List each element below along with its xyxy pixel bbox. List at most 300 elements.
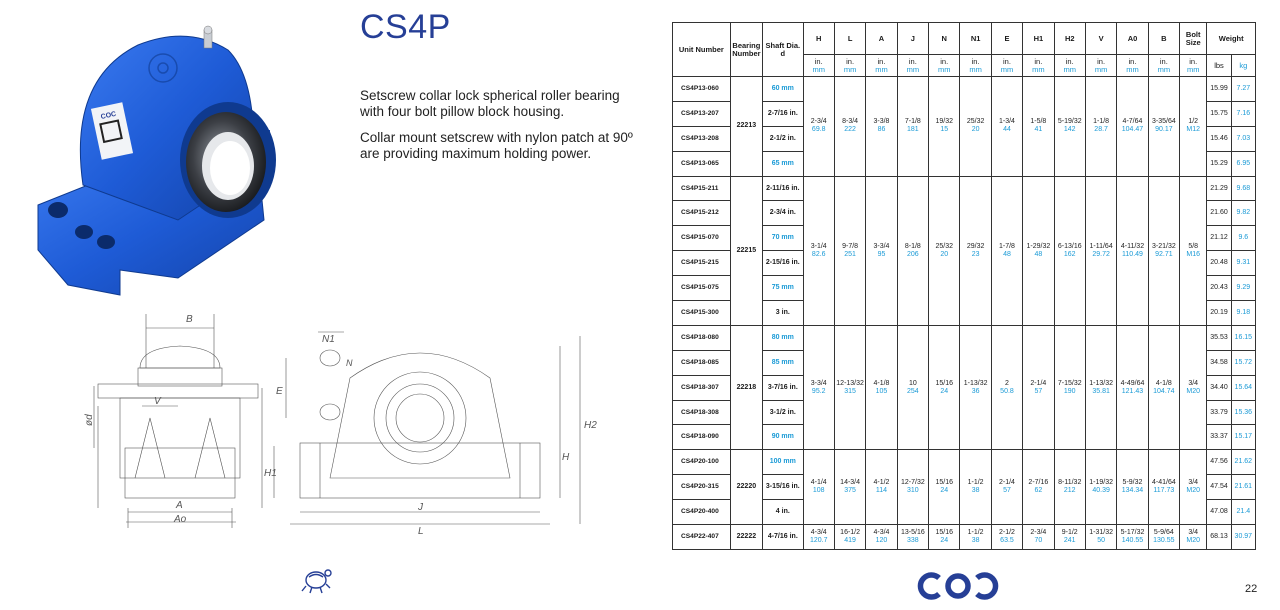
dim-cell [929, 525, 960, 550]
unit-in-label: in. [1128, 56, 1137, 66]
unit-mm-label: mm [1094, 64, 1108, 74]
dim-cell [866, 77, 897, 177]
dim-mm-value: 114 [875, 487, 888, 495]
dim-inch-value: 1-3/4 [999, 118, 1015, 126]
dim-mm-value: 181 [907, 126, 919, 134]
shaft-dia-cell: 75 mm [763, 276, 803, 301]
dim-cell [1054, 525, 1085, 550]
dim-inch-value: 3-21/32 [1151, 242, 1176, 250]
dim-cell [1085, 176, 1116, 325]
dim-mm-value: 110.49 [1122, 250, 1143, 258]
dim-cell [960, 176, 991, 325]
unit-mm-label: mm [1032, 64, 1045, 74]
dim-mm-value: M20 [1186, 536, 1201, 544]
dim-cell [960, 525, 991, 550]
unit-in-label: in. [1003, 56, 1011, 66]
dim-mm-value: 241 [1063, 536, 1076, 544]
header-dim-e: E [991, 23, 1022, 55]
dim-label-N1: N1 [322, 334, 335, 345]
spec-table [672, 22, 1256, 550]
dim-label-E: E [276, 386, 283, 397]
dim-cell [1085, 77, 1116, 177]
dim-inch-value: 4-1/8 [1155, 379, 1172, 387]
dim-inch-value: 2-1/4 [999, 479, 1015, 487]
dim-inch-value: 13-5/16 [900, 528, 925, 536]
weight-kg-cell: 15.64 [1231, 375, 1255, 400]
dim-mm-value: M12 [1186, 126, 1201, 134]
unit-in-label: in. [1189, 56, 1198, 66]
dim-inch-value: 8-3/4 [842, 118, 859, 126]
unit-number-cell: CS4P15-075 [673, 276, 731, 301]
bearing-number-cell: 22222 [730, 525, 762, 550]
header-lbs: lbs [1207, 55, 1231, 77]
dim-inch-value: 1-11/64 [1089, 242, 1113, 250]
dim-label-V: V [154, 396, 161, 407]
dim-cell [1117, 450, 1148, 525]
side-view-drawing [260, 318, 600, 543]
dim-mm-value: 48 [1003, 250, 1011, 258]
dim-inch-value: 19/32 [935, 118, 953, 126]
dim-cell [834, 325, 865, 449]
weight-kg-cell: 9.82 [1231, 201, 1255, 226]
dim-cell [1085, 450, 1116, 525]
dim-inch-value: 25/32 [935, 242, 953, 250]
dim-mm-value: 310 [907, 487, 919, 495]
dim-label-d: ød [84, 414, 95, 426]
weight-kg-cell: 9.29 [1231, 276, 1255, 301]
dim-inch-value: 1-31/32 [1089, 528, 1113, 536]
dim-inch-value: 29/32 [966, 242, 985, 250]
header-dim-units [1054, 55, 1085, 77]
dim-inch-value: 3/4 [1188, 379, 1199, 387]
dim-mm-value: 108 [812, 487, 825, 495]
dim-inch-value: 2-1/2 [999, 528, 1015, 536]
dim-inch-value: 4-11/32 [1120, 242, 1145, 250]
dim-mm-value: 92.71 [1155, 250, 1173, 258]
header-dim-l: L [834, 23, 865, 55]
dim-cell [803, 450, 834, 525]
page-number: 22 [1245, 583, 1258, 595]
header-dim-units [1085, 55, 1116, 77]
unit-mm-label: mm [969, 64, 982, 74]
dim-cell [834, 525, 865, 550]
dim-cell [1180, 525, 1207, 550]
header-weight: Weight [1207, 23, 1256, 55]
dim-cell [834, 450, 865, 525]
weight-lbs-cell: 47.56 [1207, 450, 1231, 475]
svg-text:COC: COC [100, 110, 117, 121]
dim-mm-value: 44 [1003, 126, 1011, 134]
shaft-dia-cell: 4 in. [763, 500, 803, 525]
unit-number-cell: CS4P20-400 [673, 500, 731, 525]
header-dim-n1: N1 [960, 23, 991, 55]
dim-mm-value: 41 [1034, 126, 1043, 134]
dim-inch-value: 5-9/32 [1122, 479, 1143, 487]
dim-inch-value: 4-7/64 [1122, 118, 1143, 126]
weight-lbs-cell: 21.12 [1207, 226, 1231, 251]
dim-cell [991, 176, 1022, 325]
dim-cell [1085, 325, 1116, 449]
weight-kg-cell: 21.62 [1231, 450, 1255, 475]
dim-cell [866, 450, 897, 525]
shaft-dia-cell: 90 mm [763, 425, 803, 450]
shaft-dia-cell: 80 mm [763, 325, 803, 350]
dim-inch-value: 5-17/32 [1120, 528, 1145, 536]
dim-cell [803, 77, 834, 177]
shaft-dia-cell: 60 mm [763, 77, 803, 102]
dim-cell [1023, 450, 1054, 525]
dim-inch-value: 14-3/4 [840, 479, 861, 487]
dim-mm-value: 95.2 [811, 387, 826, 395]
dim-inch-value: 2 [1005, 379, 1009, 387]
dim-mm-value: 130.55 [1153, 536, 1175, 544]
dim-inch-value: 4-41/64 [1151, 479, 1176, 487]
weight-lbs-cell: 20.48 [1207, 251, 1231, 276]
dim-mm-value: 142 [1063, 126, 1076, 134]
unit-in-label: in. [940, 56, 949, 66]
shaft-dia-cell: 3 in. [763, 301, 803, 326]
dim-mm-value: 36 [971, 387, 980, 395]
weight-kg-cell: 15.36 [1231, 400, 1255, 425]
product-photo [28, 20, 278, 305]
header-dim-units [897, 55, 928, 77]
dim-inch-value: 3-3/4 [810, 379, 827, 387]
dim-mm-value: 69.8 [811, 126, 826, 134]
dim-inch-value: 5-19/32 [1057, 118, 1082, 126]
unit-in-label: in. [1097, 56, 1106, 66]
dim-inch-value: 3/4 [1188, 528, 1199, 536]
dim-inch-value: 6-13/16 [1057, 242, 1082, 250]
dim-cell [1117, 525, 1148, 550]
dim-mm-value: 90.17 [1155, 126, 1173, 134]
dim-mm-value: 50 [1097, 536, 1105, 544]
unit-number-cell: CS4P13-060 [673, 77, 731, 102]
shaft-dia-cell: 65 mm [763, 151, 803, 176]
weight-kg-cell: 9.18 [1231, 301, 1255, 326]
dim-mm-value: 23 [971, 250, 980, 258]
header-dim-h: H [803, 23, 834, 55]
dim-inch-value: 1-1/2 [967, 528, 984, 536]
weight-kg-cell: 9.6 [1231, 226, 1255, 251]
dim-inch-value: 5-9/64 [1153, 528, 1174, 536]
dim-mm-value: 212 [1063, 487, 1076, 495]
unit-number-cell: CS4P18-080 [673, 325, 731, 350]
front-view-drawing [80, 308, 280, 538]
dim-cell [866, 325, 897, 449]
dim-mm-value: 63.5 [1000, 536, 1014, 544]
dim-inch-value: 1-7/8 [999, 242, 1015, 250]
dim-mm-value: 120.7 [809, 536, 828, 544]
weight-kg-cell: 7.03 [1231, 126, 1255, 151]
dim-mm-value: 40.39 [1092, 487, 1110, 495]
header-dim-v: V [1085, 23, 1116, 55]
dim-inch-value: 10 [908, 379, 917, 387]
shaft-dia-cell: 2-15/16 in. [763, 251, 803, 276]
header-dim-a0: A0 [1117, 23, 1148, 55]
unit-number-cell: CS4P13-208 [673, 126, 731, 151]
dim-mm-value: 29.72 [1092, 250, 1110, 258]
weight-lbs-cell: 68.13 [1207, 525, 1231, 550]
unit-number-cell: CS4P20-100 [673, 450, 731, 475]
shaft-dia-cell: 2-1/2 in. [763, 126, 803, 151]
dim-inch-value: 1-1/2 [967, 479, 984, 487]
dim-cell [1054, 325, 1085, 449]
weight-lbs-cell: 34.40 [1207, 375, 1231, 400]
table-row [673, 325, 1256, 350]
unit-number-cell: CS4P13-207 [673, 101, 731, 126]
bearing-number-cell: 22213 [730, 77, 762, 177]
dim-inch-value: 12-7/32 [900, 479, 925, 487]
bearing-number-cell: 22220 [730, 450, 762, 525]
dim-cell [1117, 77, 1148, 177]
header-shaft-dia-label: Shaft Dia. [765, 40, 801, 50]
weight-lbs-cell: 20.43 [1207, 276, 1231, 301]
dim-cell [1180, 325, 1207, 449]
unit-in-label: in. [1159, 56, 1168, 66]
shaft-dia-cell: 2-7/16 in. [763, 101, 803, 126]
dim-mm-value: 57 [1003, 487, 1011, 495]
dim-cell [1180, 176, 1207, 325]
weight-kg-cell: 16.15 [1231, 325, 1255, 350]
dim-label-N: N [346, 358, 353, 368]
dim-inch-value: 1-13/32 [963, 379, 988, 387]
shaft-dia-cell: 85 mm [763, 350, 803, 375]
dim-cell [897, 450, 928, 525]
weight-lbs-cell: 21.29 [1207, 176, 1231, 201]
dim-cell [897, 77, 928, 177]
dim-cell [1085, 525, 1116, 550]
dim-cell [897, 176, 928, 325]
shaft-dia-cell: 2-3/4 in. [763, 201, 803, 226]
dim-inch-value: 2-3/4 [810, 118, 827, 126]
dim-inch-value: 1-1/8 [1093, 118, 1110, 126]
weight-lbs-cell: 15.46 [1207, 126, 1231, 151]
unit-number-cell: CS4P18-307 [673, 375, 731, 400]
unit-in-label: in. [908, 56, 917, 66]
dim-mm-value: 82.6 [811, 250, 826, 258]
unit-number-cell: CS4P15-300 [673, 301, 731, 326]
dim-mm-value: 48 [1034, 250, 1043, 258]
dim-inch-value: 15/16 [935, 379, 953, 387]
dim-mm-value: 315 [844, 387, 856, 395]
dim-inch-value: 1/2 [1188, 118, 1199, 126]
dim-cell [803, 525, 834, 550]
dim-mm-value: 190 [1063, 387, 1076, 395]
dim-cell [803, 325, 834, 449]
dim-cell [803, 176, 834, 325]
dim-inch-value: 3-35/64 [1151, 118, 1176, 126]
dim-cell [1054, 77, 1085, 177]
weight-kg-cell: 7.27 [1231, 77, 1255, 102]
dim-inch-value: 3-1/4 [810, 242, 827, 250]
shaft-dia-cell: 3-1/2 in. [763, 400, 803, 425]
dim-inch-value: 2-1/4 [1030, 379, 1047, 387]
dim-inch-value: 15/16 [935, 479, 953, 487]
weight-lbs-cell: 20.19 [1207, 301, 1231, 326]
dim-mm-value: 70 [1034, 536, 1043, 544]
dim-cell [866, 176, 897, 325]
unit-in-label: in. [814, 56, 823, 66]
dim-inch-value: 4-49/64 [1120, 379, 1145, 387]
header-dim-n: N [929, 23, 960, 55]
dim-mm-value: 251 [844, 250, 856, 258]
unit-mm-label: mm [1000, 64, 1014, 74]
description-line-1: Setscrew collar lock spherical roller bearing with four bolt pillow block housing. [360, 88, 620, 119]
unit-mm-label: mm [812, 64, 825, 74]
dim-cell [929, 325, 960, 449]
header-dim-h1: H1 [1023, 23, 1054, 55]
dim-cell [1054, 450, 1085, 525]
dim-mm-value: 117.73 [1153, 487, 1175, 495]
unit-mm-label: mm [1157, 64, 1171, 74]
header-dim-units [866, 55, 897, 77]
dim-cell [1023, 176, 1054, 325]
dim-cell [1180, 450, 1207, 525]
unit-in-label: in. [1065, 56, 1074, 66]
unit-mm-label: mm [1126, 64, 1139, 74]
dim-inch-value: 4-1/2 [873, 479, 890, 487]
dim-inch-value: 12-13/32 [836, 379, 864, 387]
dim-inch-value: 4-1/8 [873, 379, 890, 387]
header-dim-units [960, 55, 991, 77]
bearing-number-cell: 22215 [730, 176, 762, 325]
dim-inch-value: 3-3/4 [873, 242, 890, 250]
weight-lbs-cell: 47.54 [1207, 475, 1231, 500]
header-kg: kg [1231, 55, 1255, 77]
weight-lbs-cell: 35.53 [1207, 325, 1231, 350]
dim-inch-value: 4-1/4 [810, 479, 827, 487]
dim-mm-value: 50.8 [1000, 387, 1014, 395]
weight-lbs-cell: 21.60 [1207, 201, 1231, 226]
dim-mm-value: M20 [1186, 487, 1201, 495]
dim-inch-value: 7-1/8 [904, 118, 921, 126]
dim-inch-value: 2-3/4 [1030, 528, 1047, 536]
unit-number-cell: CS4P15-215 [673, 251, 731, 276]
dim-cell [1148, 325, 1179, 449]
weight-lbs-cell: 15.75 [1207, 101, 1231, 126]
shaft-dia-cell: 3-7/16 in. [763, 375, 803, 400]
dim-cell [960, 77, 991, 177]
header-dim-units [1117, 55, 1148, 77]
weight-lbs-cell: 15.29 [1207, 151, 1231, 176]
dim-inch-value: 1-19/32 [1089, 479, 1113, 487]
unit-mm-label: mm [875, 64, 888, 74]
unit-in-label: in. [971, 56, 980, 66]
dim-mm-value: M16 [1186, 250, 1201, 258]
dim-mm-value: 15 [940, 126, 949, 134]
dim-inch-value: 16-1/2 [840, 528, 861, 536]
dim-mm-value: 24 [940, 387, 949, 395]
dim-label-A: A [176, 500, 183, 511]
header-dim-a: A [866, 23, 897, 55]
dim-inch-value: 1-13/32 [1089, 379, 1113, 387]
unit-mm-label: mm [1063, 64, 1076, 74]
dim-inch-value: 25/32 [966, 118, 985, 126]
dim-mm-value: 134.34 [1121, 487, 1144, 495]
dim-cell [834, 77, 865, 177]
dim-inch-value: 8-11/32 [1058, 479, 1082, 487]
dim-inch-value: 9-7/8 [842, 242, 859, 250]
dim-mm-value: 120 [875, 536, 888, 544]
dim-label-L: L [418, 526, 424, 537]
unit-number-cell: CS4P22-407 [673, 525, 731, 550]
header-dim-h2: H2 [1054, 23, 1085, 55]
weight-lbs-cell: 33.37 [1207, 425, 1231, 450]
unit-mm-label: mm [1186, 64, 1200, 74]
header-dim-units [1148, 55, 1179, 77]
unit-number-cell: CS4P13-065 [673, 151, 731, 176]
header-shaft-dia [763, 23, 803, 77]
dim-cell [897, 525, 928, 550]
dim-inch-value: 5/8 [1188, 242, 1199, 250]
unit-in-label: in. [877, 56, 886, 66]
dim-mm-value: 162 [1063, 250, 1076, 258]
header-dim-j: J [897, 23, 928, 55]
dim-cell [929, 176, 960, 325]
dim-mm-value: 140.55 [1121, 536, 1144, 544]
dim-mm-value: 254 [907, 387, 919, 395]
weight-lbs-cell: 34.58 [1207, 350, 1231, 375]
dim-cell [866, 525, 897, 550]
weight-kg-cell: 9.31 [1231, 251, 1255, 276]
unit-mm-label: mm [843, 64, 857, 74]
dim-mm-value: 24 [940, 536, 949, 544]
weight-lbs-cell: 47.08 [1207, 500, 1231, 525]
dim-cell [991, 325, 1022, 449]
weight-kg-cell: 15.17 [1231, 425, 1255, 450]
header-dim-units [834, 55, 865, 77]
dim-cell [1117, 176, 1148, 325]
dim-cell [1148, 77, 1179, 177]
dim-inch-value: 3/4 [1188, 479, 1199, 487]
dim-cell [929, 450, 960, 525]
description-line-2: Collar mount setscrew with nylon patch at 90º are providing maximum holding power. [360, 130, 633, 161]
header-dim-units [1023, 55, 1054, 77]
dim-mm-value: 57 [1034, 387, 1043, 395]
table-row [673, 77, 1256, 102]
dim-mm-value: 104.47 [1121, 126, 1144, 134]
header-bolt-units [1180, 55, 1207, 77]
dim-cell [1148, 176, 1179, 325]
dim-mm-value: 86 [877, 126, 886, 134]
shaft-dia-cell: 70 mm [763, 226, 803, 251]
unit-number-cell: CS4P18-085 [673, 350, 731, 375]
weight-kg-cell: 6.95 [1231, 151, 1255, 176]
page-title: CS4P [360, 8, 451, 46]
header-bolt-size: Bolt Size [1180, 23, 1207, 55]
dim-cell [834, 176, 865, 325]
bearing-number-cell: 22218 [730, 325, 762, 449]
dim-inch-value: 9-1/2 [1061, 528, 1078, 536]
dim-cell [929, 77, 960, 177]
coc-logo-icon [915, 570, 1001, 602]
table-row [673, 525, 1256, 550]
dim-cell [1023, 525, 1054, 550]
weight-kg-cell: 9.68 [1231, 176, 1255, 201]
dim-inch-value: 4-3/4 [810, 528, 827, 536]
shaft-dia-cell: 4-7/16 in. [763, 525, 803, 550]
dim-mm-value: 28.7 [1094, 126, 1108, 134]
header-dim-units [803, 55, 834, 77]
header-unit-number: Unit Number [673, 23, 731, 77]
table-row [673, 450, 1256, 475]
dim-mm-value: M20 [1186, 387, 1201, 395]
unit-number-cell: CS4P18-308 [673, 400, 731, 425]
dim-cell [1180, 77, 1207, 177]
dim-cell [1148, 525, 1179, 550]
dim-inch-value: 2-7/16 [1028, 479, 1049, 487]
dim-cell [1023, 77, 1054, 177]
